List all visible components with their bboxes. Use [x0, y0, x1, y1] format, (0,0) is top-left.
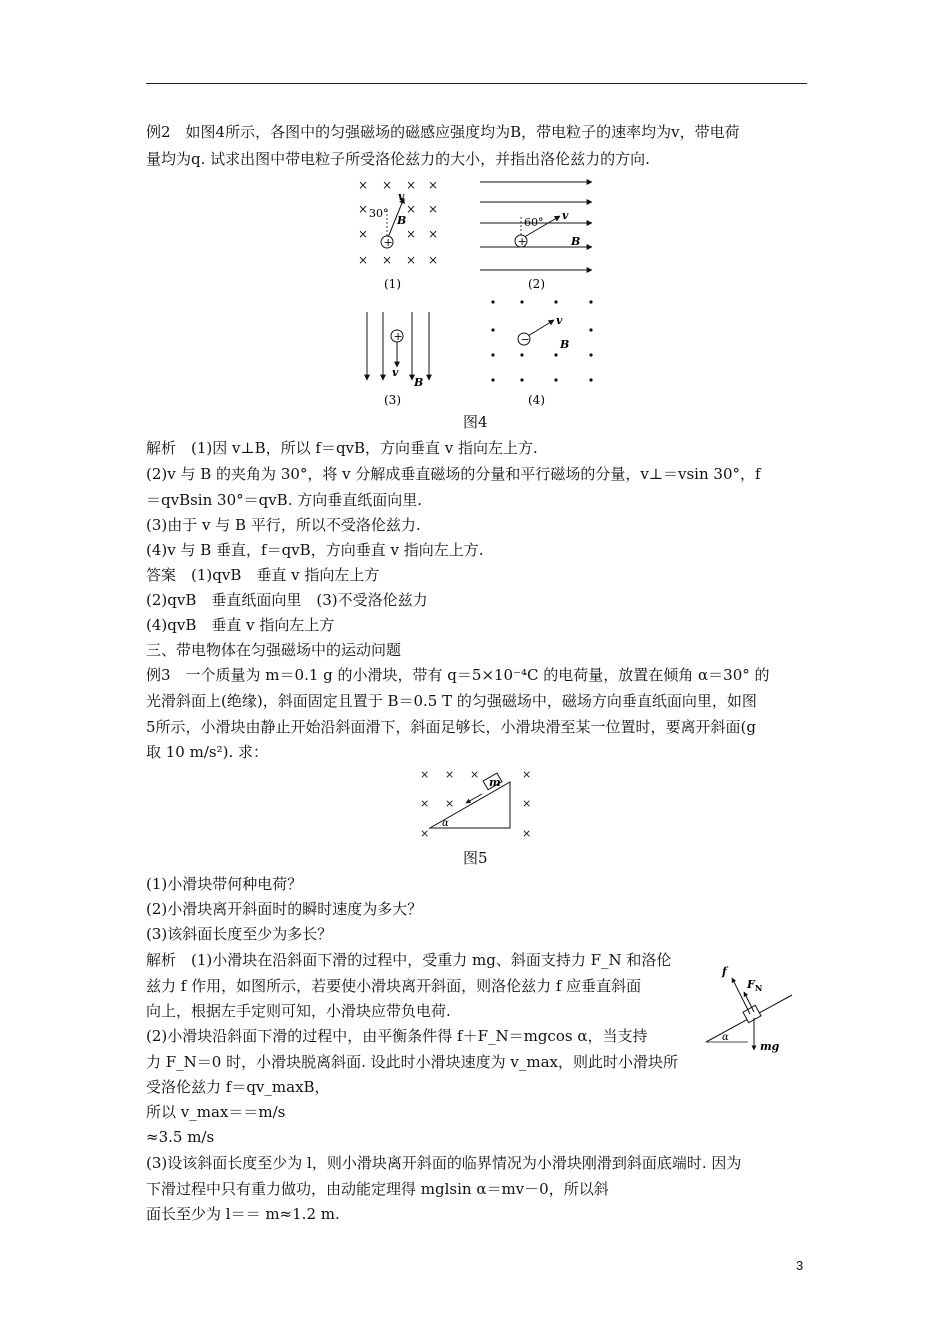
solution-line-5: 力 F_N＝0 时，小滑块脱离斜面. 设此时小滑块速度为 v_max，则此时小滑块所 [146, 1053, 679, 1071]
fig4-plus-charge-1: + [383, 236, 393, 249]
example2-analysis-5: (4)v 与 B 垂直，f＝qvB，方向垂直 v 指向左上方. [146, 541, 484, 559]
fig4-label-4: (4) [528, 393, 545, 407]
svg-text:×: × [406, 253, 417, 267]
example2-line-1: 例2 如图4所示，各图中的匀强磁场的磁感应强度均为B，带电粒子的速率均为v，带电荷 [146, 123, 740, 141]
svg-text:×: × [428, 178, 439, 192]
fig4-b-2: B [571, 235, 581, 248]
svg-text:×: × [428, 253, 439, 267]
solution-line-4: (2)小滑块沿斜面下滑的过程中，由平衡条件得 f＋F_N＝mgcos α，当支持 [146, 1027, 648, 1045]
fig4-dot-marks [491, 300, 592, 381]
example2-analysis-2: (2)v 与 B 的夹角为 30°，将 v 分解成垂直磁场的分量和平行磁场的分量，v⊥＝vsin 30°，f [146, 465, 761, 483]
svg-text:×: × [428, 202, 439, 216]
svg-text:×: × [358, 202, 369, 216]
fig5-alpha: α [442, 818, 449, 829]
svg-text:×: × [420, 797, 430, 810]
page-number: 3 [796, 1258, 804, 1273]
fig4-panel-4 [491, 300, 592, 407]
example2-answer-3: (4)qvB 垂直 v 指向左上方 [146, 616, 335, 634]
svg-text:×: × [420, 827, 430, 840]
question-1: (1)小滑块带何种电荷？ [146, 875, 303, 893]
solution-line-3: 向上，根据左手定则可知，小滑块应带负电荷. [146, 1002, 451, 1020]
solution-line-7: 所以 v_max＝＝m/s [146, 1103, 286, 1121]
fig5-mass-label: m [489, 776, 501, 789]
fig4-plus-charge-2: + [517, 235, 527, 248]
force-f-label: f [722, 965, 727, 978]
section-3-title: 三、带电物体在匀强磁场中的运动问题 [146, 641, 402, 659]
svg-text:×: × [522, 827, 532, 840]
fig4-v-4: v [556, 314, 563, 327]
svg-text:×: × [406, 202, 417, 216]
fig4-minus-charge: − [520, 333, 530, 346]
example3-line-1: 例3 一个质量为 m＝0.1 g 的小滑块，带有 q＝5×10⁻⁴C 的电荷量，放置在倾角 α＝30° 的 [146, 666, 770, 684]
example2-line-2: 量均为q. 试求出图中带电粒子所受洛伦兹力的大小，并指出洛伦兹力的方向. [146, 150, 650, 168]
fig4-panel-1 [358, 178, 438, 291]
solution-line-2: 兹力 f 作用，如图所示，若要使小滑块离开斜面，则洛伦兹力 f 应垂直斜面 [146, 977, 642, 995]
fig4-v-1: v [398, 190, 405, 203]
svg-text:×: × [382, 178, 393, 192]
solution-line-6: 受洛伦兹力 f＝qv_maxB， [146, 1078, 330, 1096]
question-2: (2)小滑块离开斜面时的瞬时速度为多大？ [146, 900, 423, 918]
question-3: (3)该斜面长度至少为多长？ [146, 925, 333, 943]
force-diagram [704, 962, 796, 1058]
header-rule [146, 83, 807, 84]
svg-text:×: × [420, 768, 430, 781]
fig4-label-2: (2) [528, 277, 545, 291]
fig4-plus-charge-3: + [393, 330, 403, 343]
example2-analysis-3: ＝qvBsin 30°＝qvB. 方向垂直纸面向里. [146, 491, 423, 509]
svg-text:×: × [445, 768, 455, 781]
example3-line-2: 光滑斜面上(绝缘)，斜面固定且置于 B＝0.5 T 的匀强磁场中，磁场方向垂直纸面向里，如图 [146, 692, 757, 710]
svg-text:×: × [382, 253, 393, 267]
example2-analysis-1: 解析 (1)因 v⊥B，所以 f＝qvB，方向垂直 v 指向左上方. [146, 439, 538, 457]
force-fn-label: F [747, 978, 755, 991]
svg-text:×: × [470, 768, 480, 781]
solution-line-10: 下滑过程中只有重力做功，由动能定理得 mglsin α＝mv－0，所以斜 [146, 1180, 609, 1198]
example2-answer-2: (2)qvB 垂直纸面向里 (3)不受洛伦兹力 [146, 591, 428, 609]
fig4-panel-3 [367, 312, 429, 407]
figure-5-caption: 图5 [463, 849, 488, 867]
solution-line-11: 面长至少为 l＝＝ m≈1.2 m. [146, 1205, 340, 1223]
force-fn-subscript: N [755, 983, 763, 993]
svg-text:×: × [358, 253, 369, 267]
force-mg-label: mg [760, 1040, 780, 1053]
fig4-b-3: B [414, 376, 424, 389]
example2-analysis-4: (3)由于 v 与 B 平行，所以不受洛伦兹力. [146, 516, 421, 534]
solution-line-1: 解析 (1)小滑块在沿斜面下滑的过程中，受重力 mg、斜面支持力 F_N 和洛伦 [146, 951, 672, 969]
figure-5 [412, 764, 542, 844]
fig4-angle-30: 30° [369, 207, 389, 220]
fig4-b-1: B [397, 214, 407, 227]
fig4-panel-2 [480, 182, 592, 291]
fig4-angle-60: 60° [524, 216, 544, 229]
example3-line-3: 5所示，小滑块由静止开始沿斜面滑下，斜面足够长，小滑块滑至某一位置时，要离开斜面(g [146, 718, 757, 736]
svg-text:×: × [406, 227, 417, 241]
fig4-label-1: (1) [384, 277, 401, 291]
svg-text:×: × [358, 227, 369, 241]
example3-line-4: 取 10 m/s²). 求： [146, 743, 268, 761]
example2-answer-1: 答案 (1)qvB 垂直 v 指向左上方 [146, 566, 380, 584]
fig5-cross-marks [420, 768, 531, 840]
solution-line-8: ≈3.5 m/s [146, 1128, 215, 1146]
fig4-b-4: B [560, 338, 570, 351]
force-alpha-label: α [722, 1032, 729, 1043]
figure-4-caption: 图4 [463, 413, 488, 431]
solution-line-9: (3)设该斜面长度至少为 l，则小滑块离开斜面的临界情况为小滑块刚滑到斜面底端时. 因为 [146, 1154, 742, 1172]
figure-4 [340, 172, 620, 412]
svg-text:×: × [406, 178, 417, 192]
svg-text:×: × [428, 227, 439, 241]
svg-text:×: × [522, 768, 532, 781]
svg-text:×: × [445, 797, 455, 810]
svg-text:×: × [522, 797, 532, 810]
svg-text:×: × [358, 178, 369, 192]
fig4-label-3: (3) [384, 393, 401, 407]
fig4-v-2: v [562, 209, 569, 222]
fig4-v-3: v [392, 366, 399, 379]
